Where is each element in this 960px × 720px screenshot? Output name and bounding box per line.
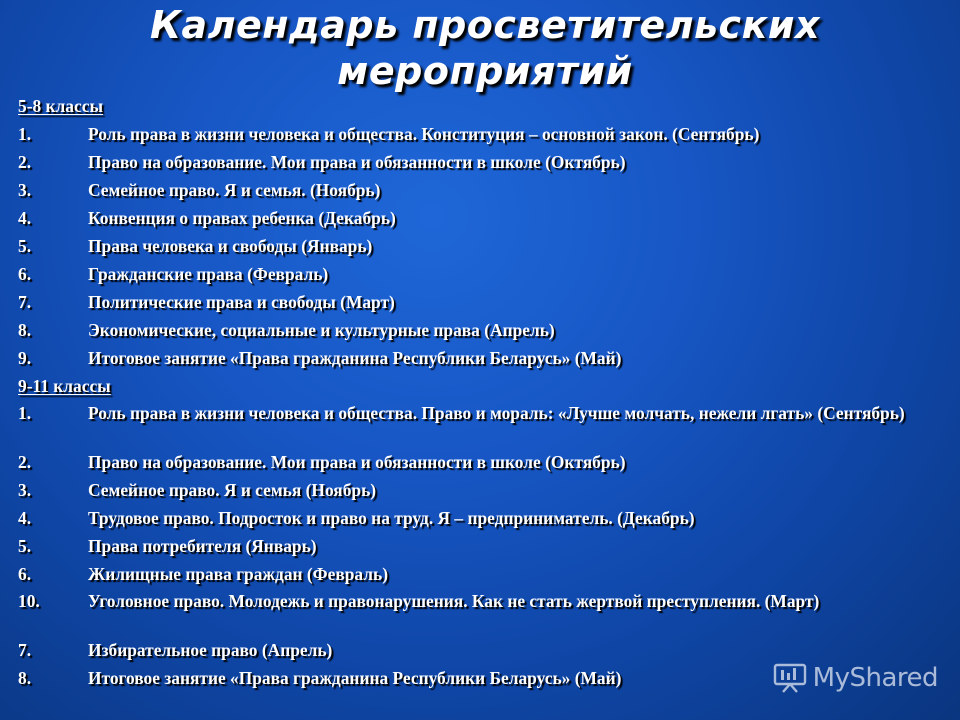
item-text: Роль права в жизни человека и общества. Конституция – основной закон. (Сентябрь) (88, 124, 760, 144)
list-item (0, 476, 955, 504)
list-item (0, 316, 955, 344)
item-text: Права человека и свободы (Январь) (88, 236, 373, 256)
item-number: 4. (18, 208, 32, 228)
list-item (0, 532, 955, 560)
list-item (0, 204, 955, 232)
list-item (0, 288, 955, 316)
list-item (0, 176, 955, 204)
list-item (0, 120, 955, 148)
item-text: Политические права и свободы (Март) (88, 292, 395, 312)
presentation-board-icon (773, 662, 807, 694)
item-number: 10. (18, 591, 40, 611)
item-number: 6. (18, 564, 32, 584)
item-number: 9. (18, 348, 32, 368)
item-number: 8. (18, 668, 32, 688)
watermark (773, 662, 938, 694)
item-number: 1. (18, 403, 32, 423)
item-text: Итоговое занятие «Права гражданина Республики Беларусь» (Май) (88, 668, 622, 688)
section-grades-9-11 (0, 372, 955, 692)
list-item (0, 636, 955, 664)
item-text: Жилищные права граждан (Февраль) (88, 564, 388, 584)
item-text: Экономические, социальные и культурные права (Апрель) (88, 320, 555, 340)
item-number: 4. (18, 508, 32, 528)
list-item (0, 560, 955, 588)
item-text: Итоговое занятие «Права гражданина Республики Беларусь» (Май) (88, 348, 622, 368)
item-text: Роль права в жизни человека и общества. Право и мораль: «Лучше молчать, нежели лгать» (Сентябрь) (88, 403, 905, 423)
item-text: Право на образование. Мои права и обязанности в школе (Октябрь) (88, 452, 626, 472)
item-text: Трудовое право. Подросток и право на труд. Я – предприниматель. (Декабрь) (88, 508, 695, 528)
item-text: Конвенция о правах ребенка (Декабрь) (88, 208, 396, 228)
item-text: Права потребителя (Январь) (88, 536, 317, 556)
section-heading: 5-8 классы (18, 96, 104, 116)
item-number: 8. (18, 320, 32, 340)
list-item (0, 148, 955, 176)
item-number: 3. (18, 180, 32, 200)
item-text: Право на образование. Мои права и обязанности в школе (Октябрь) (88, 152, 626, 172)
watermark-text: MyShared (812, 663, 938, 693)
item-text: Уголовное право. Молодежь и правонарушения. Как не стать жертвой преступления. (Март) (88, 591, 820, 611)
item-number: 5. (18, 536, 32, 556)
item-text: Избирательное право (Апрель) (88, 640, 333, 660)
slide-title: Календарь просветительских мероприятий (149, 3, 821, 93)
list-item (0, 448, 955, 476)
section-grades-5-8 (0, 92, 955, 372)
item-number: 2. (18, 452, 32, 472)
list-item (0, 400, 955, 448)
item-number: 7. (18, 292, 32, 312)
item-text: Гражданские права (Февраль) (88, 264, 329, 284)
item-number: 6. (18, 264, 32, 284)
item-number: 1. (18, 124, 32, 144)
item-number: 5. (18, 236, 32, 256)
item-number: 3. (18, 480, 32, 500)
item-number: 7. (18, 640, 32, 660)
list-item (0, 232, 955, 260)
item-text: Семейное право. Я и семья (Ноябрь) (88, 480, 377, 500)
list-item (0, 260, 955, 288)
item-number: 2. (18, 152, 32, 172)
calendar-content (0, 92, 955, 692)
item-text: Семейное право. Я и семья. (Ноябрь) (88, 180, 381, 200)
section-heading: 9-11 классы (18, 376, 111, 396)
list-item (0, 588, 955, 636)
list-item (0, 344, 955, 372)
list-item (0, 504, 955, 532)
